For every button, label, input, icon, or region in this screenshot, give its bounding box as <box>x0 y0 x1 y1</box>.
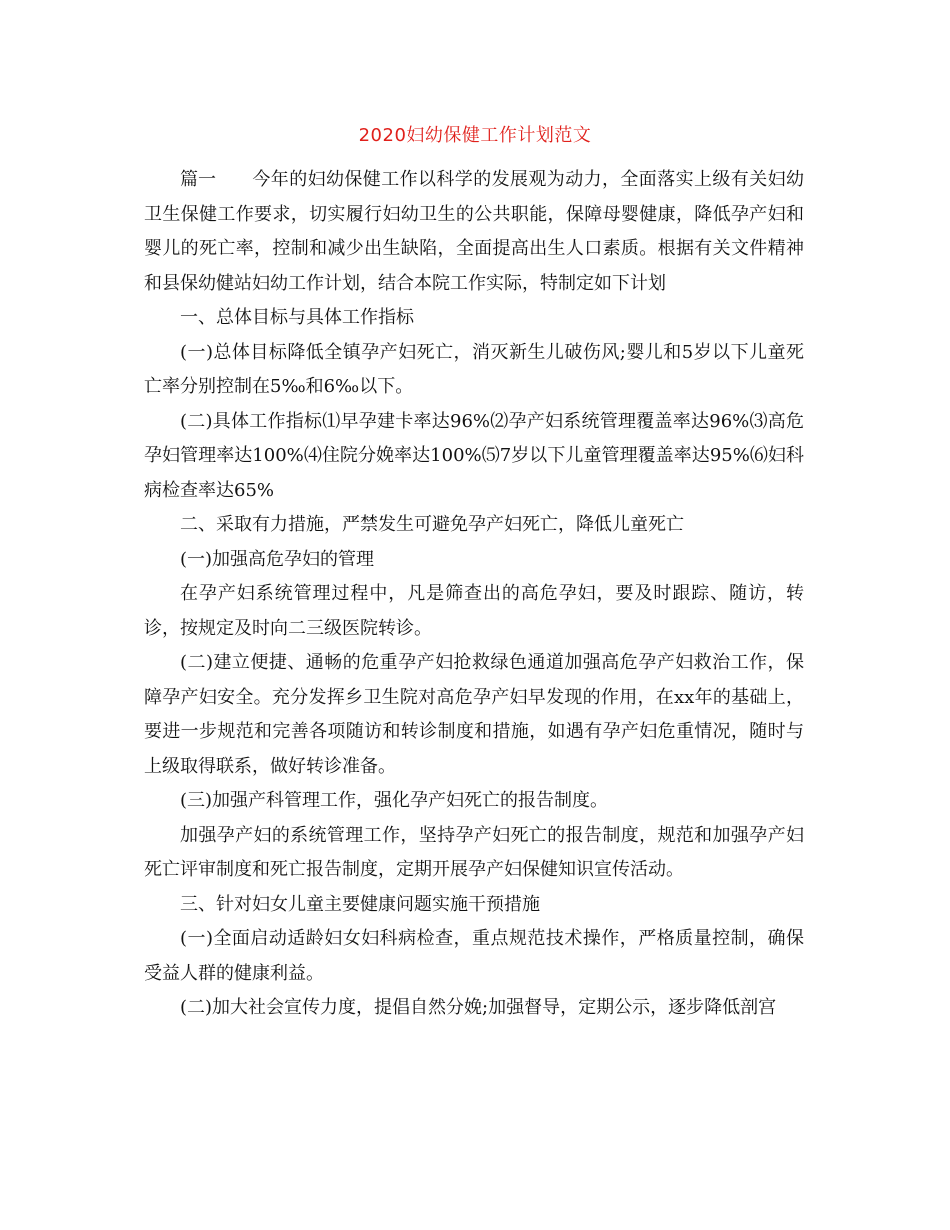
subsection-heading: (三)加强产科管理工作，强化孕产妇死亡的报告制度。 <box>180 790 609 811</box>
paragraph: 在孕产妇系统管理过程中，凡是筛查出的高危孕妇，要及时跟踪、随访，转诊，按规定及时向二三级医院转诊。 <box>144 583 804 639</box>
opening-label: 篇一 <box>180 169 216 190</box>
paragraph: (二)加大社会宣传力度，提倡自然分娩;加强督导，定期公示，逐步降低剖宫 <box>180 997 777 1018</box>
document-title: 2020妇幼保健工作计划范文 <box>358 125 592 146</box>
paragraph: (二)建立便捷、通畅的危重孕产妇抢救绿色通道加强高危孕产妇救治工作，保障孕产妇安全。充分发挥乡卫生院对高危孕产妇早发现的作用，在xx年的基础上，要进一步规范和完善各项随访和转诊制度和措施，如遇有孕产妇危重情况，随时与上级取得联系，做好转诊准备。 <box>144 652 804 777</box>
paragraph: (一)全面启动适龄妇女妇科病检查，重点规范技术操作，严格质量控制，确保受益人群的健康利益。 <box>144 928 804 984</box>
subsection-heading: (一)加强高危孕妇的管理 <box>180 548 375 570</box>
paragraph: 加强孕产妇的系统管理工作，坚持孕产妇死亡的报告制度，规范和加强孕产妇死亡评审制度和死亡报告制度，定期开展孕产妇保健知识宣传活动。 <box>144 824 804 880</box>
section-heading: 二、采取有力措施，严禁发生可避免孕产妇死亡，降低儿童死亡 <box>180 514 684 535</box>
section-heading: 一、总体目标与具体工作指标 <box>180 307 414 328</box>
paragraph: (一)总体目标降低全镇孕产妇死亡，消灭新生儿破伤风;婴儿和5岁以下儿童死亡率分别控制在5‰和6‰以下。 <box>144 341 804 397</box>
document-body <box>144 163 804 1026</box>
opening-paragraph <box>144 163 804 301</box>
section-heading: 三、针对妇女儿童主要健康问题实施干预措施 <box>180 893 540 915</box>
paragraph: (二)具体工作指标⑴早孕建卡率达96%⑵孕产妇系统管理覆盖率达96%⑶高危孕妇管理率达100%⑷住院分娩率达100%⑸7岁以下儿童管理覆盖率达95%⑹妇科病检查率达65% <box>144 410 804 501</box>
opening-text: 今年的妇幼保健工作以科学的发展观为动力，全面落实上级有关妇幼卫生保健工作要求，切实履行妇幼卫生的公共职能，保障母婴健康，降低孕产妇和婴儿的死亡率，控制和减少出生缺陷，全面提高出生人口素质。根据有关文件精神和县保幼健站妇幼工作计划，结合本院工作实际，特制定如下计划 <box>144 169 804 294</box>
